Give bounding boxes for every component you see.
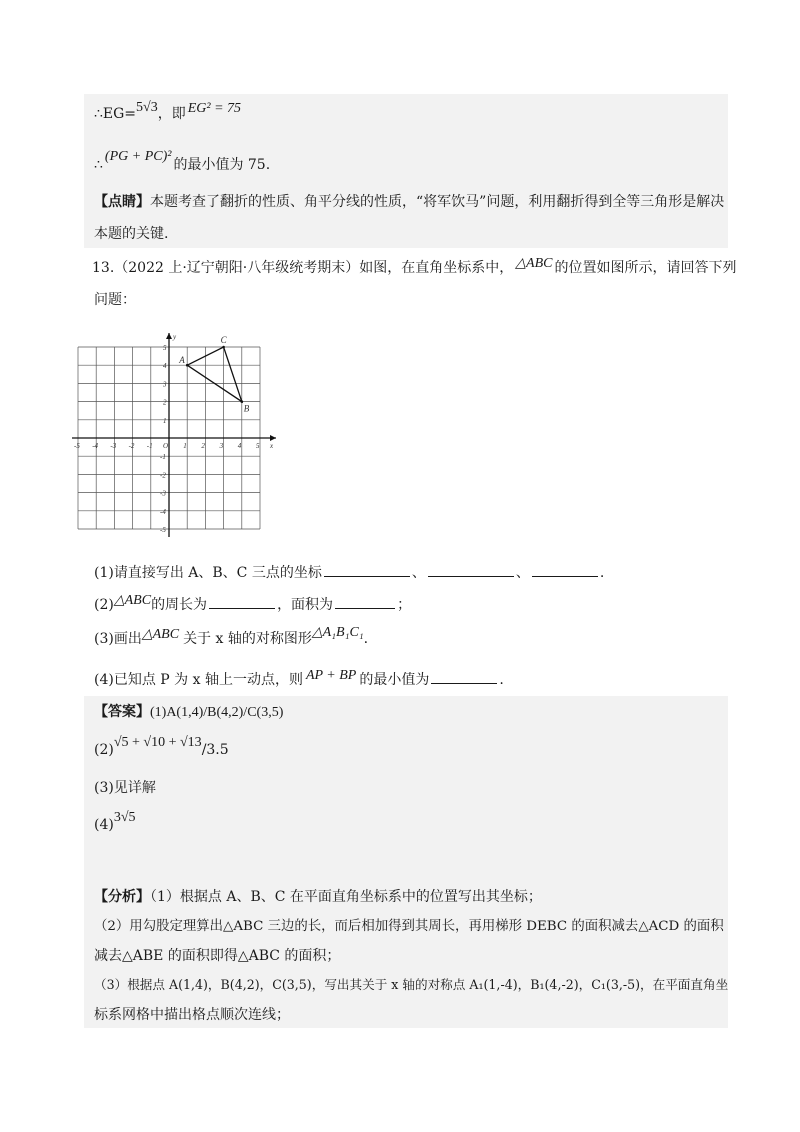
analysis-tag: 【分析】 xyxy=(94,889,150,905)
analysis-text-5: 标系网格中描出格点顺次连线； xyxy=(94,1007,290,1023)
q2-perimeter-label: 的周长为 xyxy=(151,597,208,613)
point-label-a: A xyxy=(179,355,185,366)
y-tick-label: 5 xyxy=(163,344,167,352)
answer-2-suffix: /3.5 xyxy=(201,742,229,758)
blank-area xyxy=(335,594,395,609)
question-number: 13. xyxy=(92,260,115,276)
y-tick-label: -4 xyxy=(160,507,166,516)
y-tick-label: -5 xyxy=(160,526,166,534)
x-tick-label: -5 xyxy=(74,442,80,450)
analysis-line-2 xyxy=(94,917,724,937)
point-a xyxy=(186,364,189,367)
triangle-abc: △ABC xyxy=(515,256,553,271)
answer-line-4 xyxy=(94,810,136,836)
question-line-1 xyxy=(92,258,736,279)
q2-area-label: ，面积为 xyxy=(277,597,334,613)
eg-prefix: ∴EG= xyxy=(94,106,137,122)
min-value-text: 的最小值为 75. xyxy=(173,157,271,173)
eg-mid: ，即 xyxy=(157,106,186,122)
q4-end: . xyxy=(499,672,504,688)
answer-4-num: (4) xyxy=(94,817,114,833)
point-label-c: C xyxy=(220,335,227,345)
blank-perimeter xyxy=(209,594,275,609)
q3-end: . xyxy=(363,631,369,647)
point-label-b: B xyxy=(243,403,250,414)
y-tick-label: 1 xyxy=(163,416,167,425)
comment-text-1: 本题考查了翻折的性质、角平分线的性质，“将军饮马”问题，利用翻折得到全等三角形是解决 xyxy=(150,194,725,210)
y-tick-label: -1 xyxy=(160,453,166,462)
x-tick-label: -3 xyxy=(110,442,117,450)
comment-tag: 【点睛】 xyxy=(94,194,150,210)
blank-min xyxy=(431,669,497,684)
y-axis-label: y xyxy=(173,333,177,341)
y-tick-label: 2 xyxy=(163,398,167,407)
q2-num: (2) xyxy=(94,597,114,613)
question-text-2: 的位置如图所示，请回答下列 xyxy=(554,260,737,276)
solution-line-eg xyxy=(94,100,242,125)
blank-b xyxy=(428,562,514,577)
x-tick-label: -4 xyxy=(92,442,99,450)
question-line-2 xyxy=(94,290,136,310)
answer-2-num: (2) xyxy=(94,742,114,758)
y-tick-label: -2 xyxy=(160,471,166,480)
point-b xyxy=(241,400,244,403)
answer-3: (3)见详解 xyxy=(94,780,156,796)
subquestion-2 xyxy=(94,594,411,616)
subquestion-4 xyxy=(94,669,504,691)
x-axis-arrow-icon xyxy=(270,435,276,441)
answer-line-3 xyxy=(94,778,156,798)
y-tick-label: 3 xyxy=(163,380,167,389)
question-source: （2022 上·辽宁朝阳·八年级统考期末） xyxy=(114,260,360,276)
therefore-symbol: ∴ xyxy=(94,157,103,173)
blank-a xyxy=(324,562,410,577)
analysis-text-3: 减去△ABE 的面积即得△ABC 的面积； xyxy=(94,948,341,964)
analysis-text-2: （2）用勾股定理算出△ABC 三边的长，而后相加得到其周长，再用梯形 DEBC 的面积减去△ACD 的面积 xyxy=(94,919,724,934)
y-tick-label: -3 xyxy=(160,489,166,498)
answer-tag: 【答案】 xyxy=(94,704,150,720)
x-tick-label: 3 xyxy=(219,442,224,450)
q3-num: (3)画出 xyxy=(94,631,142,647)
analysis-line-1 xyxy=(94,887,542,907)
pg-pc-expr: (PG + PC)² xyxy=(104,149,172,164)
x-tick-label: 4 xyxy=(237,442,242,450)
question-text-3: 问题： xyxy=(94,292,136,308)
analysis-line-4 xyxy=(94,975,728,995)
eg-value: 5√3 xyxy=(136,100,158,115)
comment-line-2 xyxy=(94,224,168,244)
x-tick-label: 5 xyxy=(256,442,260,450)
answer-2-expr: √5 + √10 + √13 xyxy=(113,735,202,750)
y-axis-arrow-icon xyxy=(166,333,172,339)
q3-triangle-a1b1c1: △A₁B₁C₁ xyxy=(311,625,364,640)
answer-1: (1)A(1,4)/B(4,2)/C(3,5) xyxy=(150,705,284,720)
x-tick-label: 1 xyxy=(183,442,187,450)
coordinate-grid-figure xyxy=(70,328,290,538)
comment-text-2: 本题的关键. xyxy=(94,226,169,242)
x-tick-label: 2 xyxy=(201,442,205,450)
analysis-text-4: （3）根据点 A(1,4)，B(4,2)，C(3,5)，写出其关于 x 轴的对称点 A₁(1,-4)，B₁(4,-2)，C₁(3,-5)，在平面直角坐 xyxy=(94,977,729,992)
question-text-1: 如图，在直角坐标系中， xyxy=(359,260,514,276)
q3-text: 关于 x 轴的对称图形 xyxy=(183,631,312,647)
analysis-line-3 xyxy=(94,946,340,966)
q4-min-label: 的最小值为 xyxy=(359,672,430,688)
answer-4-expr: 3√5 xyxy=(113,810,136,825)
x-tick-label: O xyxy=(163,442,169,450)
subquestion-3 xyxy=(94,625,369,650)
point-c xyxy=(222,346,225,349)
eg-squared: EG² = 75 xyxy=(187,101,242,116)
y-tick-label: 4 xyxy=(163,362,167,371)
subquestion-1: (1)请直接写出 A、B、C 三点的坐标 、 、 . xyxy=(94,562,604,583)
x-axis-label: x xyxy=(270,442,274,450)
blank-c xyxy=(532,562,598,577)
triangle-abc-shape xyxy=(187,347,242,402)
answer-line-1 xyxy=(94,702,283,723)
q4-expr: AP + BP xyxy=(305,668,357,683)
analysis-text-1: （1）根据点 A、B、C 在平面直角坐标系中的位置写出其坐标； xyxy=(150,889,542,905)
q3-triangle: △ABC xyxy=(141,627,180,642)
q2-end: ； xyxy=(397,597,412,613)
q4-text: (4)已知点 P 为 x 轴上一动点，则 xyxy=(94,672,303,688)
q1-text: (1)请直接写出 A、B、C 三点的坐标 xyxy=(94,565,322,581)
x-tick-label: -2 xyxy=(128,442,135,450)
analysis-line-5 xyxy=(94,1005,290,1025)
solution-line-min xyxy=(94,149,271,176)
answer-line-2 xyxy=(94,735,229,761)
q2-triangle: △ABC xyxy=(113,593,152,608)
comment-line-1 xyxy=(94,192,724,212)
x-tick-label: -1 xyxy=(146,442,153,450)
